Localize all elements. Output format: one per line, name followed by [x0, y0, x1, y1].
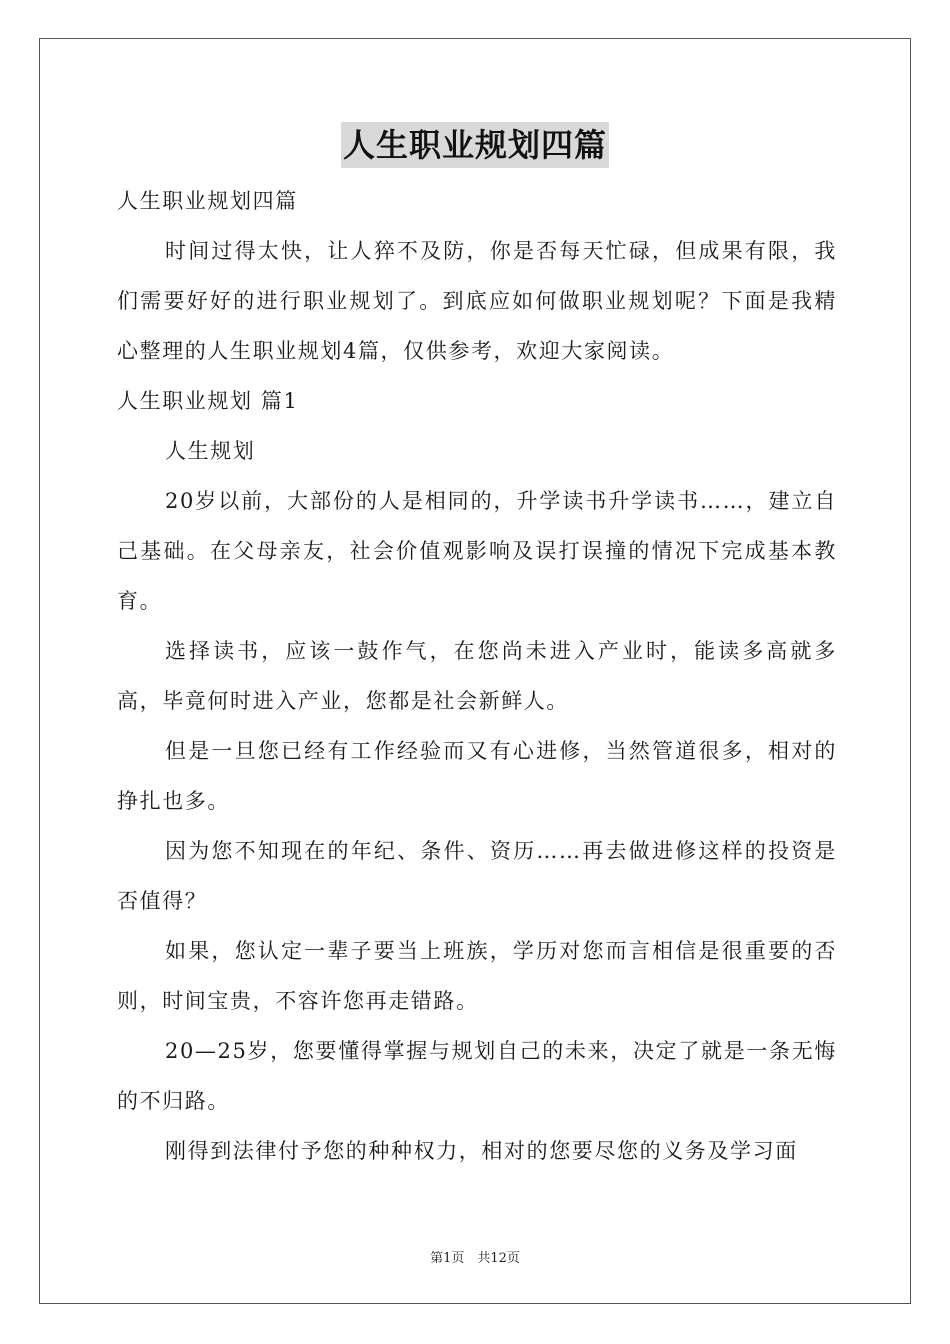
- body-paragraph: 刚得到法律付予您的种种权力，相对的您要尽您的义务及学习面: [165, 1139, 798, 1163]
- section-subheading: 人生规划: [165, 439, 256, 463]
- intro-paragraph: 时间过得太快，让人猝不及防，你是否每天忙碌，但成果有限，我们需要好好的进行职业规划了。到底应如何做职业规划呢？下面是我精心整理的人生职业规划4篇，仅供参考，欢迎大家阅读。: [117, 239, 837, 363]
- document-subtitle: 人生职业规划四篇: [117, 189, 298, 213]
- body-paragraph: 但是一旦您已经有工作经验而又有心进修，当然管道很多，相对的挣扎也多。: [117, 739, 837, 813]
- body-paragraph: 因为您不知现在的年纪、条件、资历……再去做进修这样的投资是否值得？: [117, 839, 837, 913]
- document-body: [117, 176, 837, 1176]
- body-paragraph: 如果，您认定一辈子要当上班族，学历对您而言相信是很重要的否则，时间宝贵，不容许您再走错路。: [117, 939, 837, 1013]
- body-paragraph: 20岁以前，大部份的人是相同的，升学读书升学读书……，建立自己基础。在父母亲友，社会价值观影响及误打误撞的情况下完成基本教育。: [117, 489, 837, 613]
- document-title: 人生职业规划四篇: [341, 122, 609, 168]
- page-footer: 第1页 共12页: [430, 1251, 520, 1266]
- body-paragraph: 选择读书，应该一鼓作气，在您尚未进入产业时，能读多高就多高，毕竟何时进入产业，您都是社会新鲜人。: [117, 639, 837, 713]
- section-heading: 人生职业规划 篇1: [117, 389, 299, 413]
- body-paragraph: 20—25岁，您要懂得掌握与规划自己的未来，决定了就是一条无悔的不归路。: [117, 1039, 837, 1113]
- title-wrap: [0, 122, 950, 168]
